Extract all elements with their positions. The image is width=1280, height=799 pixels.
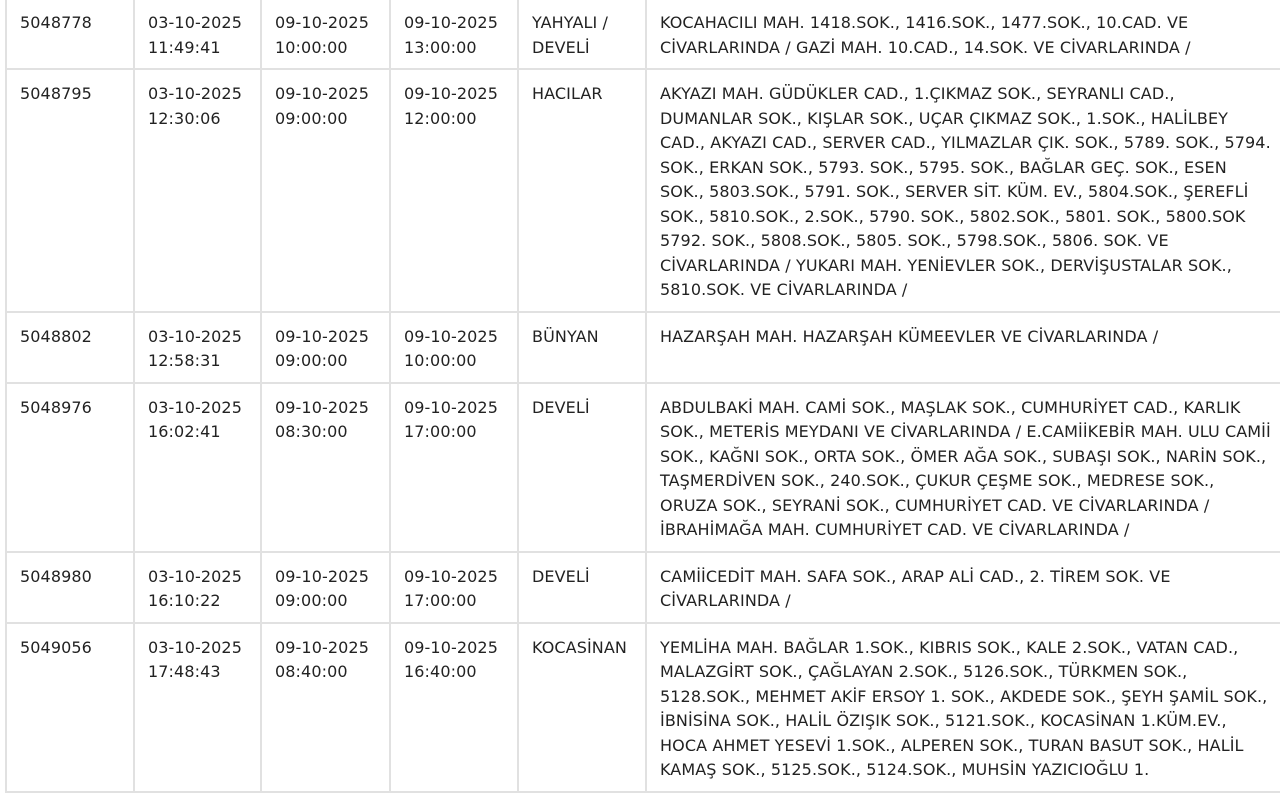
start-datetime-cell: 09-10-2025 08:30:00 <box>261 383 390 552</box>
address-cell: AKYAZI MAH. GÜDÜKLER CAD., 1.ÇIKMAZ SOK., SEYRANLI CAD., DUMANLAR SOK., KIŞLAR SOK., UÇAR ÇIKMAZ SOK., 1.SOK., HALİLBEY CAD., AKYAZI CAD., SERVER CAD., YILMAZLAR ÇIK. SOK., 5789. SOK., 5794. SOK., ERKAN SOK., 5793. SOK., 5795. SOK., BAĞLAR GEÇ. SOK., ESEN SOK., 5803.SOK., 5791. SOK., SERVER SİT. KÜM. EV., 5804.SOK., ŞEREFLİ SOK., 5810.SOK., 2.SOK., 5790. SOK., 5802.SOK., 5801. SOK., 5800.SOK 5792. SOK., 5808.SOK., 5805. SOK., 5798.SOK., 5806. SOK. VE CİVARLARINDA / YUKARI MAH. YENİEVLER SOK., DERVİŞUSTALAR SOK., 5810.SOK. VE CİVARLARINDA / <box>646 69 1280 312</box>
created-datetime-cell: 03-10-2025 16:02:41 <box>134 383 261 552</box>
outage-table <box>5 0 1280 793</box>
address-cell: KOCAHACILI MAH. 1418.SOK., 1416.SOK., 1477.SOK., 10.CAD. VE CİVARLARINDA / GAZİ MAH. 10.CAD., 14.SOK. VE CİVARLARINDA / <box>646 0 1280 69</box>
table-row <box>6 312 1280 383</box>
table-row <box>6 383 1280 552</box>
start-datetime-cell: 09-10-2025 10:00:00 <box>261 0 390 69</box>
table-row <box>6 623 1280 792</box>
table-row <box>6 0 1280 69</box>
district-cell: HACILAR <box>518 69 646 312</box>
end-datetime-cell: 09-10-2025 12:00:00 <box>390 69 518 312</box>
created-datetime-cell: 03-10-2025 12:58:31 <box>134 312 261 383</box>
outage-id-cell: 5048976 <box>6 383 134 552</box>
end-datetime-cell: 09-10-2025 10:00:00 <box>390 312 518 383</box>
end-datetime-cell: 09-10-2025 13:00:00 <box>390 0 518 69</box>
created-datetime-cell: 03-10-2025 12:30:06 <box>134 69 261 312</box>
address-cell: YEMLİHA MAH. BAĞLAR 1.SOK., KIBRIS SOK., KALE 2.SOK., VATAN CAD., MALAZGİRT SOK., ÇAĞLAYAN 2.SOK., 5126.SOK., TÜRKMEN SOK., 5128.SOK., MEHMET AKİF ERSOY 1. SOK., AKDEDE SOK., ŞEYH ŞAMİL SOK., İBNİSİNA SOK., HALİL ÖZIŞIK SOK., 5121.SOK., KOCASİNAN 1.KÜM.EV., HOCA AHMET YESEVİ 1.SOK., ALPEREN SOK., TURAN BASUT SOK., HALİL KAMAŞ SOK., 5125.SOK., 5124.SOK., MUHSİN YAZICIOĞLU 1. <box>646 623 1280 792</box>
end-datetime-cell: 09-10-2025 17:00:00 <box>390 552 518 623</box>
created-datetime-cell: 03-10-2025 11:49:41 <box>134 0 261 69</box>
outage-id-cell: 5048778 <box>6 0 134 69</box>
table-row <box>6 69 1280 312</box>
district-cell: DEVELİ <box>518 383 646 552</box>
district-cell: KOCASİNAN <box>518 623 646 792</box>
outage-table-body <box>6 0 1280 792</box>
created-datetime-cell: 03-10-2025 17:48:43 <box>134 623 261 792</box>
start-datetime-cell: 09-10-2025 09:00:00 <box>261 312 390 383</box>
district-cell: DEVELİ <box>518 552 646 623</box>
outage-id-cell: 5048795 <box>6 69 134 312</box>
address-cell: ABDULBAKİ MAH. CAMİ SOK., MAŞLAK SOK., CUMHURİYET CAD., KARLIK SOK., METERİS MEYDANI VE CİVARLARINDA / E.CAMİİKEBİR MAH. ULU CAMİİ SOK., KAĞNI SOK., ORTA SOK., ÖMER AĞA SOK., SUBAŞI SOK., NARİN SOK., TAŞMERDİVEN SOK., 240.SOK., ÇUKUR ÇEŞME SOK., MEDRESE SOK., ORUZA SOK., SEYRANİ SOK., CUMHURİYET CAD. VE CİVARLARINDA / İBRAHİMAĞA MAH. CUMHURİYET CAD. VE CİVARLARINDA / <box>646 383 1280 552</box>
start-datetime-cell: 09-10-2025 08:40:00 <box>261 623 390 792</box>
address-cell: CAMİİCEDİT MAH. SAFA SOK., ARAP ALİ CAD., 2. TİREM SOK. VE CİVARLARINDA / <box>646 552 1280 623</box>
address-cell: HAZARŞAH MAH. HAZARŞAH KÜMEEVLER VE CİVARLARINDA / <box>646 312 1280 383</box>
district-cell: BÜNYAN <box>518 312 646 383</box>
created-datetime-cell: 03-10-2025 16:10:22 <box>134 552 261 623</box>
district-cell: YAHYALI / DEVELİ <box>518 0 646 69</box>
outage-id-cell: 5048980 <box>6 552 134 623</box>
end-datetime-cell: 09-10-2025 17:00:00 <box>390 383 518 552</box>
outage-id-cell: 5048802 <box>6 312 134 383</box>
start-datetime-cell: 09-10-2025 09:00:00 <box>261 69 390 312</box>
start-datetime-cell: 09-10-2025 09:00:00 <box>261 552 390 623</box>
outage-id-cell: 5049056 <box>6 623 134 792</box>
end-datetime-cell: 09-10-2025 16:40:00 <box>390 623 518 792</box>
table-row <box>6 552 1280 623</box>
